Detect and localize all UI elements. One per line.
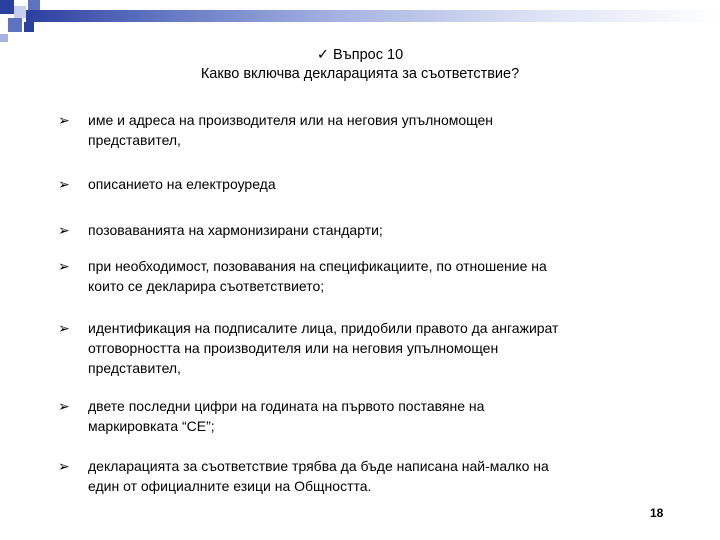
- list-item-text: двете последни цифри на годината на първото поставяне на маркировката “CE”;: [88, 398, 485, 434]
- arrow-bullet-icon: ➢: [58, 320, 70, 336]
- arrow-bullet-icon: ➢: [58, 176, 70, 192]
- deco-square: [0, 34, 8, 42]
- list-item-text: име и адреса на производителя или на неговия упълномощен представител,: [88, 112, 494, 148]
- question-label: Въпрос 10: [333, 47, 404, 63]
- arrow-bullet-icon: ➢: [58, 258, 70, 274]
- title-line-subtitle: Какво включва декларацията за съответствие?: [200, 66, 520, 82]
- list-item-text: при необходимост, позовавания на спецификациите, по отношение на които се декларира съответствието;: [88, 258, 547, 294]
- arrow-bullet-icon: ➢: [58, 398, 70, 414]
- deco-square: [14, 6, 26, 18]
- title-line-question: [0, 46, 720, 65]
- page-number: 18: [650, 506, 664, 520]
- list-item-text: идентификация на подписалите лица, придобили правото да ангажират отговорността на производителя или на неговия упълномощен представител,: [88, 320, 559, 376]
- deco-square: [0, 0, 14, 14]
- list-item-text: описанието на електроуреда: [88, 176, 276, 192]
- header-squares-decoration: [0, 0, 60, 44]
- deco-square: [24, 22, 34, 32]
- arrow-bullet-icon: ➢: [58, 222, 70, 238]
- header-gradient-bar: [26, 10, 720, 22]
- list-item-text: позоваванията на хармонизирани стандарти;: [88, 222, 383, 238]
- checkmark-icon: ✓: [316, 47, 330, 63]
- slide-title: [0, 46, 720, 84]
- arrow-bullet-icon: ➢: [58, 112, 70, 128]
- list-item-text: декларацията за съответствие трябва да бъде написана най-малко на един от официалните езици на Общността.: [88, 458, 549, 494]
- deco-square: [28, 0, 40, 10]
- arrow-bullet-icon: ➢: [58, 458, 70, 474]
- deco-square: [8, 18, 22, 32]
